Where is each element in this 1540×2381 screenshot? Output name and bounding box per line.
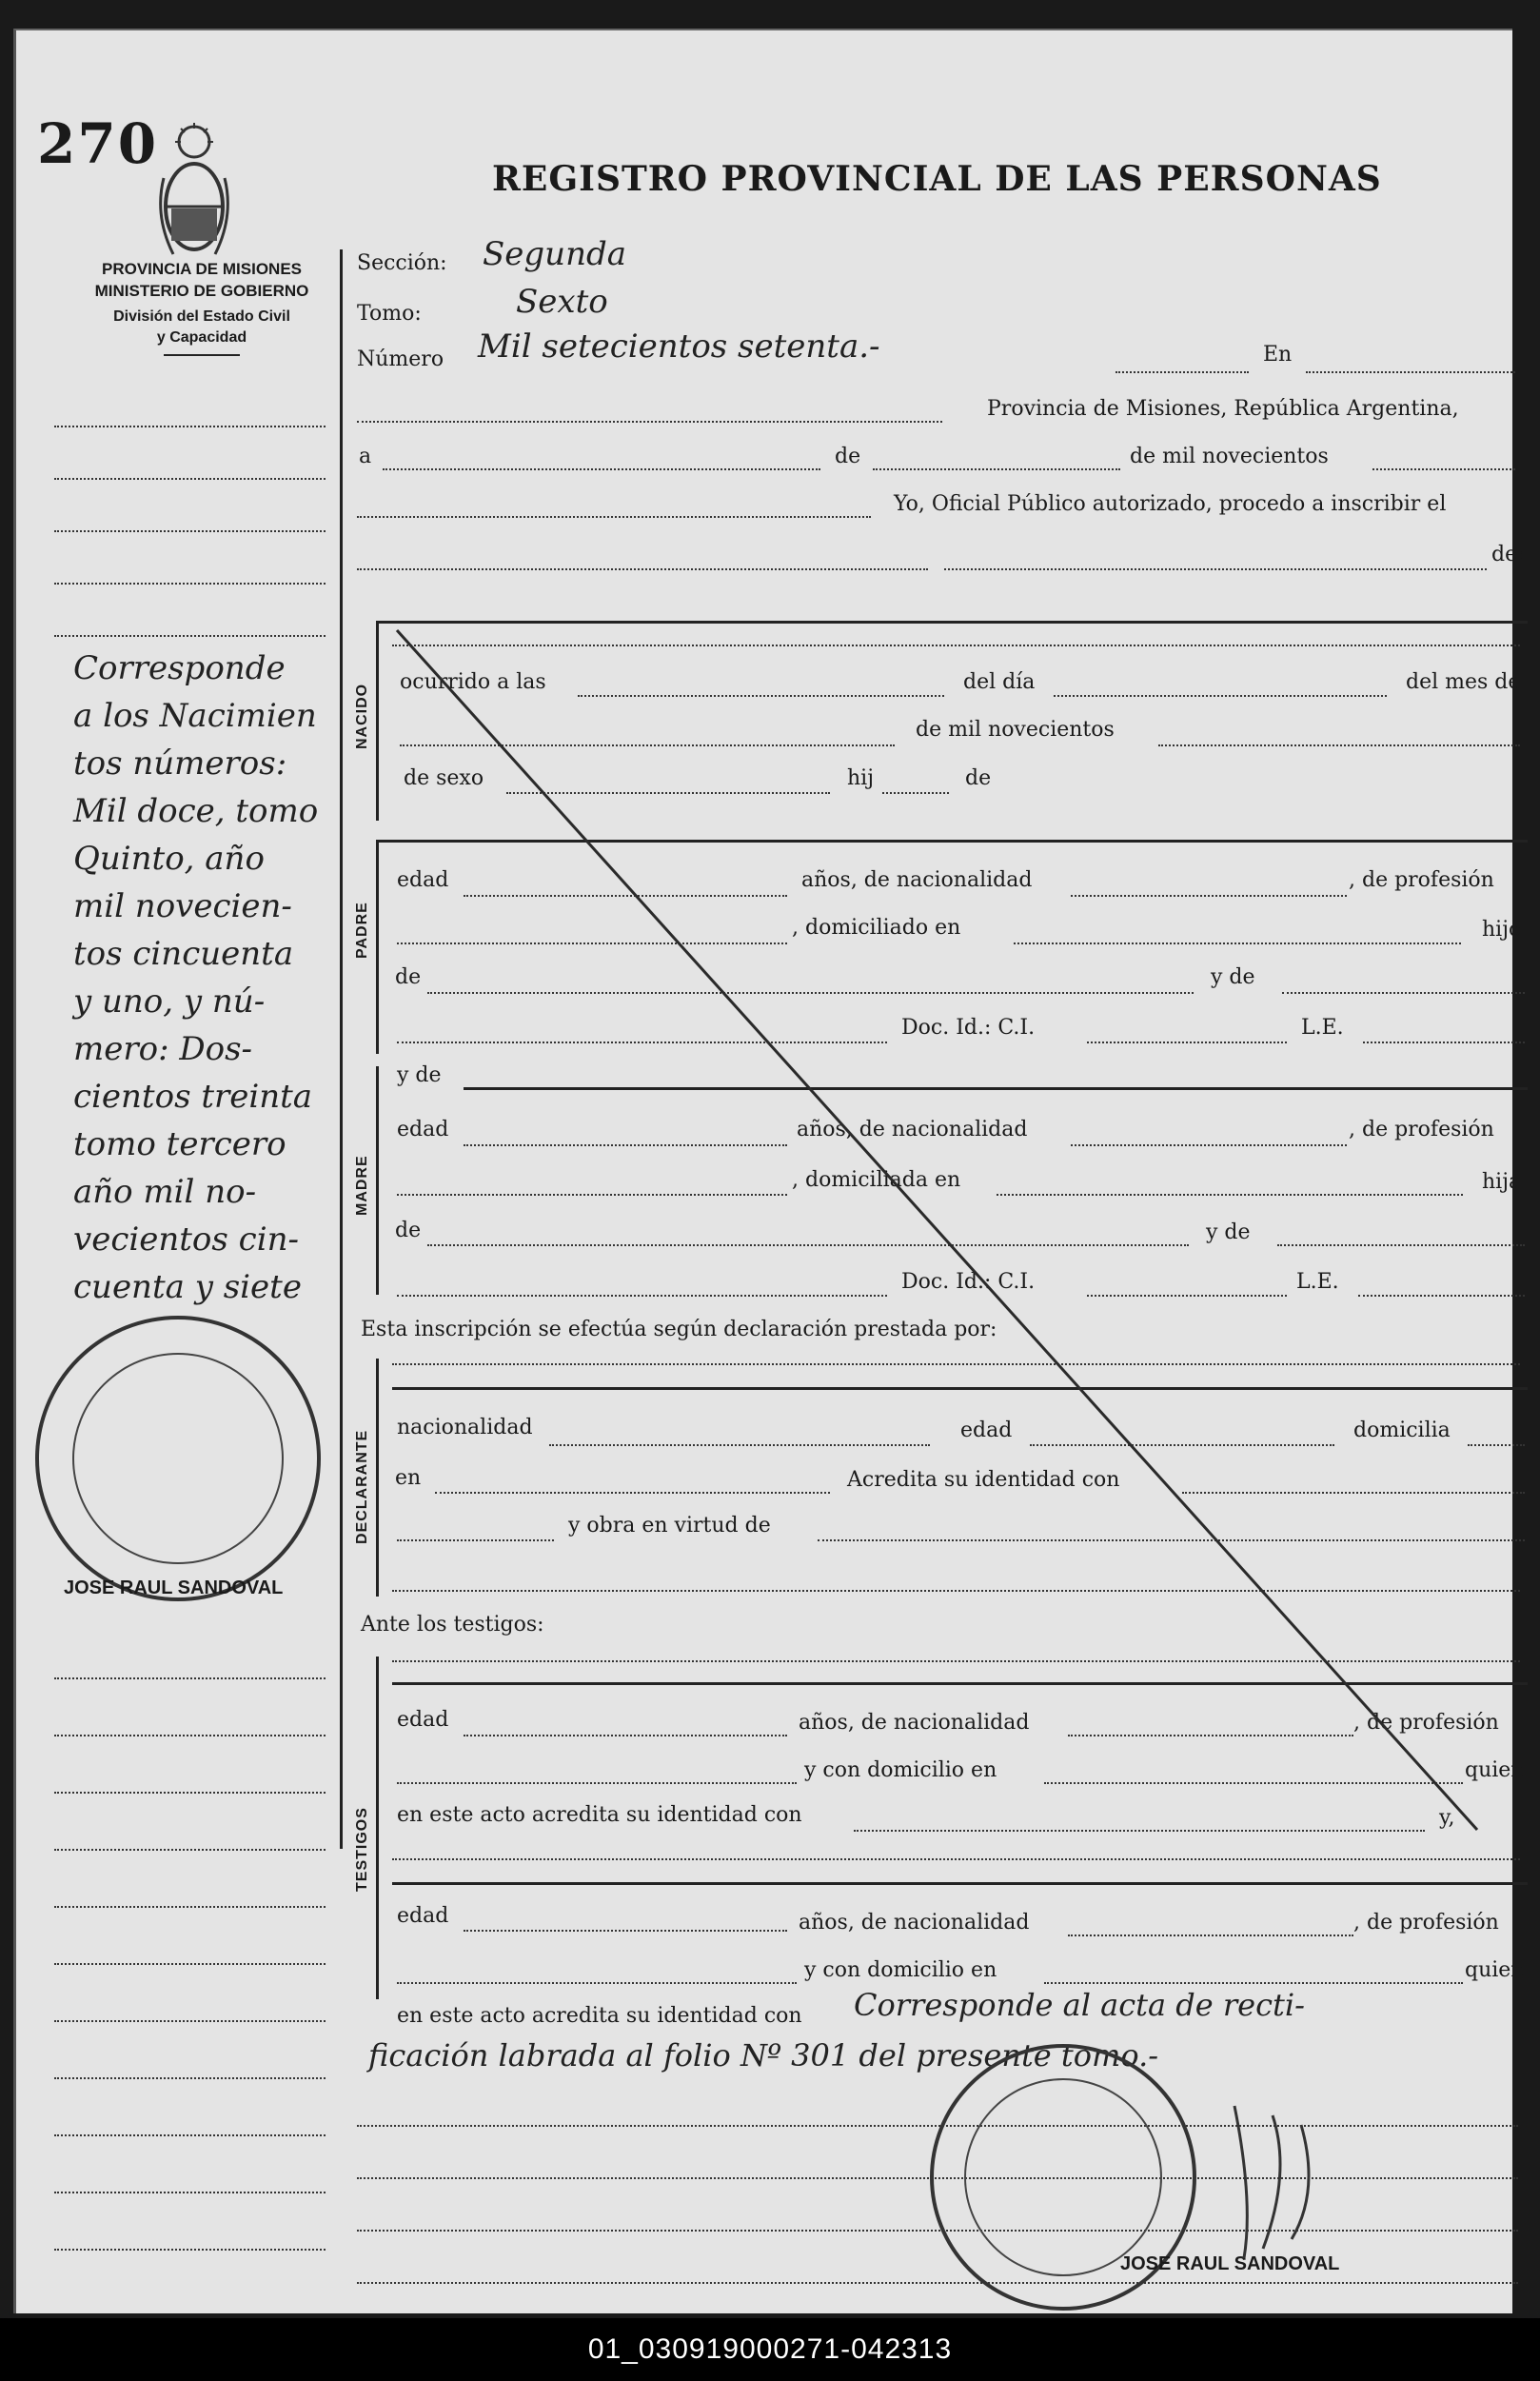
- declarante-edad-label: edad: [960, 1419, 1013, 1442]
- testigo2-nacionalidad-label: años, de nacionalidad: [799, 1911, 1030, 1935]
- cancellation-stroke: [16, 30, 1515, 2315]
- declarante-en-label: en: [395, 1466, 422, 1490]
- declarante-nacionalidad-label: nacionalidad: [397, 1416, 533, 1439]
- madre-domiciliada-label: , domiciliada en: [792, 1168, 961, 1192]
- del-mes-label: del mes de: [1406, 670, 1521, 694]
- de-colon-label: de:: [1491, 543, 1525, 566]
- a-label: a: [359, 445, 372, 468]
- testigo1-nacionalidad-label: años, de nacionalidad: [799, 1711, 1030, 1735]
- padre-profesion-label: , de profesión: [1349, 868, 1494, 892]
- side-label-madre: MADRE: [354, 1155, 370, 1216]
- madre-profesion-label: , de profesión: [1349, 1118, 1494, 1141]
- padre-nacionalidad-label: años, de nacionalidad: [801, 868, 1033, 892]
- de-nacido-label: de: [965, 766, 992, 790]
- office-sub-line-1: División del Estado Civil: [113, 308, 290, 325]
- office-line-1: PROVINCIA DE MISIONES: [101, 260, 302, 278]
- padre-de-label: de: [395, 965, 422, 989]
- madre-de-label: de: [395, 1219, 422, 1242]
- numero-value: Mil setecientos setenta.-: [478, 327, 880, 366]
- padre-edad-label: edad: [397, 868, 449, 892]
- de-sexo-label: de sexo: [404, 766, 484, 790]
- madre-y-de-label: y de: [397, 1063, 442, 1087]
- declarante-obra-label: y obra en virtud de: [568, 1514, 771, 1538]
- testigo2-acredita-label: en este acto acredita su identidad con: [397, 2004, 802, 2028]
- image-id-text: 01_030919000271-042313: [587, 2333, 953, 2365]
- stamp-name-right: JOSE RAUL SANDOVAL: [1120, 2253, 1340, 2274]
- madre-edad-label: edad: [397, 1118, 449, 1141]
- seccion-label: Sección:: [357, 251, 447, 275]
- del-dia-label: del día: [963, 670, 1036, 694]
- testigo1-y-label: y,: [1439, 1806, 1455, 1830]
- de-label: de: [835, 445, 861, 468]
- padre-domiciliado-label: , domiciliado en: [792, 916, 961, 940]
- padre-hijo-label: hijo: [1482, 918, 1522, 942]
- office-line-2: MINISTERIO DE GOBIERNO: [94, 282, 309, 300]
- madre-hija-label: hija: [1482, 1170, 1522, 1194]
- testigos-intro: Ante los testigos:: [361, 1613, 544, 1637]
- madre-doc-label: Doc. Id.: C.I.: [901, 1270, 1036, 1294]
- hij-label: hij: [847, 766, 875, 790]
- folio-number: 270: [37, 111, 159, 176]
- side-label-nacido: NACIDO: [354, 683, 370, 749]
- document-page: [13, 29, 1525, 2313]
- testigo2-quien-label: quien: [1465, 1958, 1525, 1982]
- de-mil-label: de mil novecientos: [1130, 445, 1329, 468]
- testigo1-profesion-label: , de profesión: [1353, 1711, 1499, 1735]
- testigo2-domicilio-label: y con domicilio en: [804, 1958, 997, 1982]
- side-label-declarante: DECLARANTE: [354, 1429, 370, 1544]
- declarante-intro: Esta inscripción se efectúa según declaración prestada por:: [361, 1318, 997, 1341]
- provincia-text: Provincia de Misiones, República Argentina,: [987, 397, 1459, 421]
- madre-nacionalidad-label: años, de nacionalidad: [797, 1118, 1028, 1141]
- rectification-note-line-2: ficación labrada al folio Nº 301 del presente tomo.-: [368, 2037, 1159, 2073]
- de-mil-nacido-label: de mil novecientos: [916, 718, 1115, 742]
- padre-doc-label: Doc. Id.: C.I.: [901, 1016, 1036, 1040]
- yo-text: Yo, Oficial Público autorizado, procedo a inscribir el: [894, 492, 1447, 516]
- tomo-value: Sexto: [516, 283, 608, 321]
- rectification-note-line-1: Corresponde al acta de recti-: [854, 1987, 1305, 2023]
- declarante-acredita-label: Acredita su identidad con: [847, 1468, 1120, 1492]
- document-title: REGISTRO PROVINCIAL DE LAS PERSONAS: [492, 159, 1382, 199]
- tomo-label: Tomo:: [357, 302, 422, 326]
- padre-le-label: L.E.: [1301, 1016, 1344, 1040]
- testigo1-domicilio-label: y con domicilio en: [804, 1758, 997, 1782]
- margin-annotation: Corresponde a los Nacimien tos números: Mil doce, tomo Quinto, año mil novecien- tos cincuenta y uno, y nú- mero: Dos- cientos treinta tomo tercero año mil no- vecientos cin- cuenta y siete: [73, 649, 319, 1306]
- ocurrido-label: ocurrido a las: [400, 670, 546, 694]
- seccion-value: Segunda: [483, 235, 627, 273]
- side-label-testigos: TESTIGOS: [354, 1807, 370, 1892]
- numero-label: Número: [357, 347, 444, 371]
- declarante-domicilia-label: domicilia: [1353, 1419, 1451, 1442]
- testigo1-quien-label: quien: [1465, 1758, 1525, 1782]
- testigo2-profesion-label: , de profesión: [1353, 1911, 1499, 1935]
- office-sub-line-2: y Capacidad: [156, 329, 247, 346]
- image-id-bar: [0, 2318, 1540, 2381]
- en-label: En: [1263, 343, 1293, 367]
- padre-y-de-label: y de: [1211, 965, 1255, 989]
- testigo1-acredita-label: en este acto acredita su identidad con: [397, 1803, 802, 1827]
- madre-le-label: L.E.: [1296, 1270, 1339, 1294]
- testigo1-edad-label: edad: [397, 1708, 449, 1732]
- madre-y-de2-label: y de: [1206, 1220, 1251, 1244]
- testigo2-edad-label: edad: [397, 1904, 449, 1928]
- stamp-name-left: JOSE RAUL SANDOVAL: [64, 1577, 284, 1598]
- side-label-padre: PADRE: [354, 902, 370, 959]
